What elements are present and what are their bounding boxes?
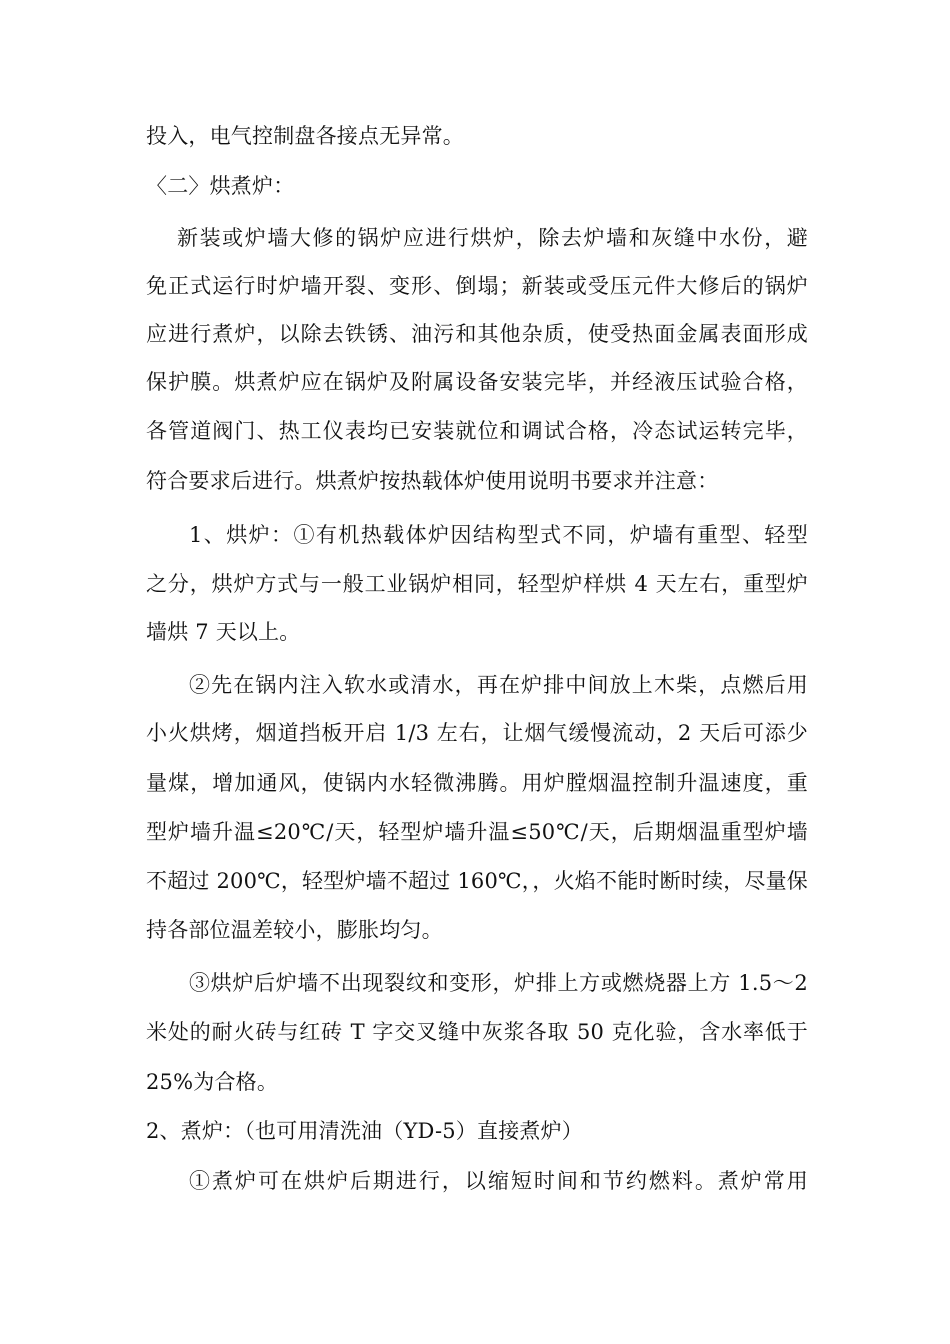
paragraph-line: 持各部位温差较小，膨胀均匀。: [146, 918, 443, 942]
paragraph-line: ①煮炉可在烘炉后期进行，以缩短时间和节约燃料。煮炉常用: [189, 1169, 808, 1193]
paragraph-line: 免正式运行时炉墙开裂、变形、倒塌；新装或受压元件大修后的锅炉: [146, 274, 808, 298]
subsection-line: 2、煮炉：（也可用清洗油（YD-5）直接煮炉）: [146, 1119, 584, 1143]
paragraph-line: 之分，烘炉方式与一般工业锅炉相同，轻型炉样烘 4 天左右，重型炉: [146, 572, 808, 596]
subsection-line: 1、烘炉：①有机热载体炉因结构型式不同，炉墙有重型、轻型: [189, 523, 808, 547]
paragraph-line: 25%为合格。: [146, 1070, 279, 1094]
paragraph-line: 保护膜。烘煮炉应在锅炉及附属设备安装完毕，并经液压试验合格，: [146, 370, 808, 394]
paragraph-line: 应进行煮炉，以除去铁锈、油污和其他杂质，使受热面金属表面形成: [146, 322, 808, 346]
paragraph-line: ③烘炉后炉墙不出现裂纹和变形，炉排上方或燃烧器上方 1.5～2: [189, 971, 808, 995]
paragraph-line: 符合要求后进行。烘煮炉按热载体炉使用说明书要求并注意：: [146, 469, 719, 493]
paragraph-line: 量煤，增加通风，使锅内水轻微沸腾。用炉膛烟温控制升温速度，重: [146, 771, 808, 795]
paragraph-line: 投入，电气控制盘各接点无异常。: [146, 124, 464, 148]
paragraph-line: 新装或炉墙大修的锅炉应进行烘炉，除去炉墙和灰缝中水份，避: [177, 226, 808, 250]
paragraph-line: ②先在锅内注入软水或清水，再在炉排中间放上木柴，点燃后用: [189, 673, 808, 697]
paragraph-line: 不超过 200℃，轻型炉墙不超过 160℃，，火焰不能时断时续，尽量保: [146, 869, 808, 893]
paragraph-line: 墙烘 7 天以上。: [146, 620, 301, 644]
paragraph-line: 小火烘烤，烟道挡板开启 1/3 左右，让烟气缓慢流动，2 天后可添少: [146, 721, 808, 745]
paragraph-line: 米处的耐火砖与红砖 T 字交叉缝中灰浆各取 50 克化验，含水率低于: [146, 1020, 808, 1044]
paragraph-line: 型炉墙升温≤20℃/天，轻型炉墙升温≤50℃/天，后期烟温重型炉墙: [146, 820, 808, 844]
paragraph-line: 各管道阀门、热工仪表均已安装就位和调试合格，冷态试运转完毕，: [146, 419, 808, 443]
section-heading: 〈二〉烘煮炉：: [146, 174, 295, 198]
